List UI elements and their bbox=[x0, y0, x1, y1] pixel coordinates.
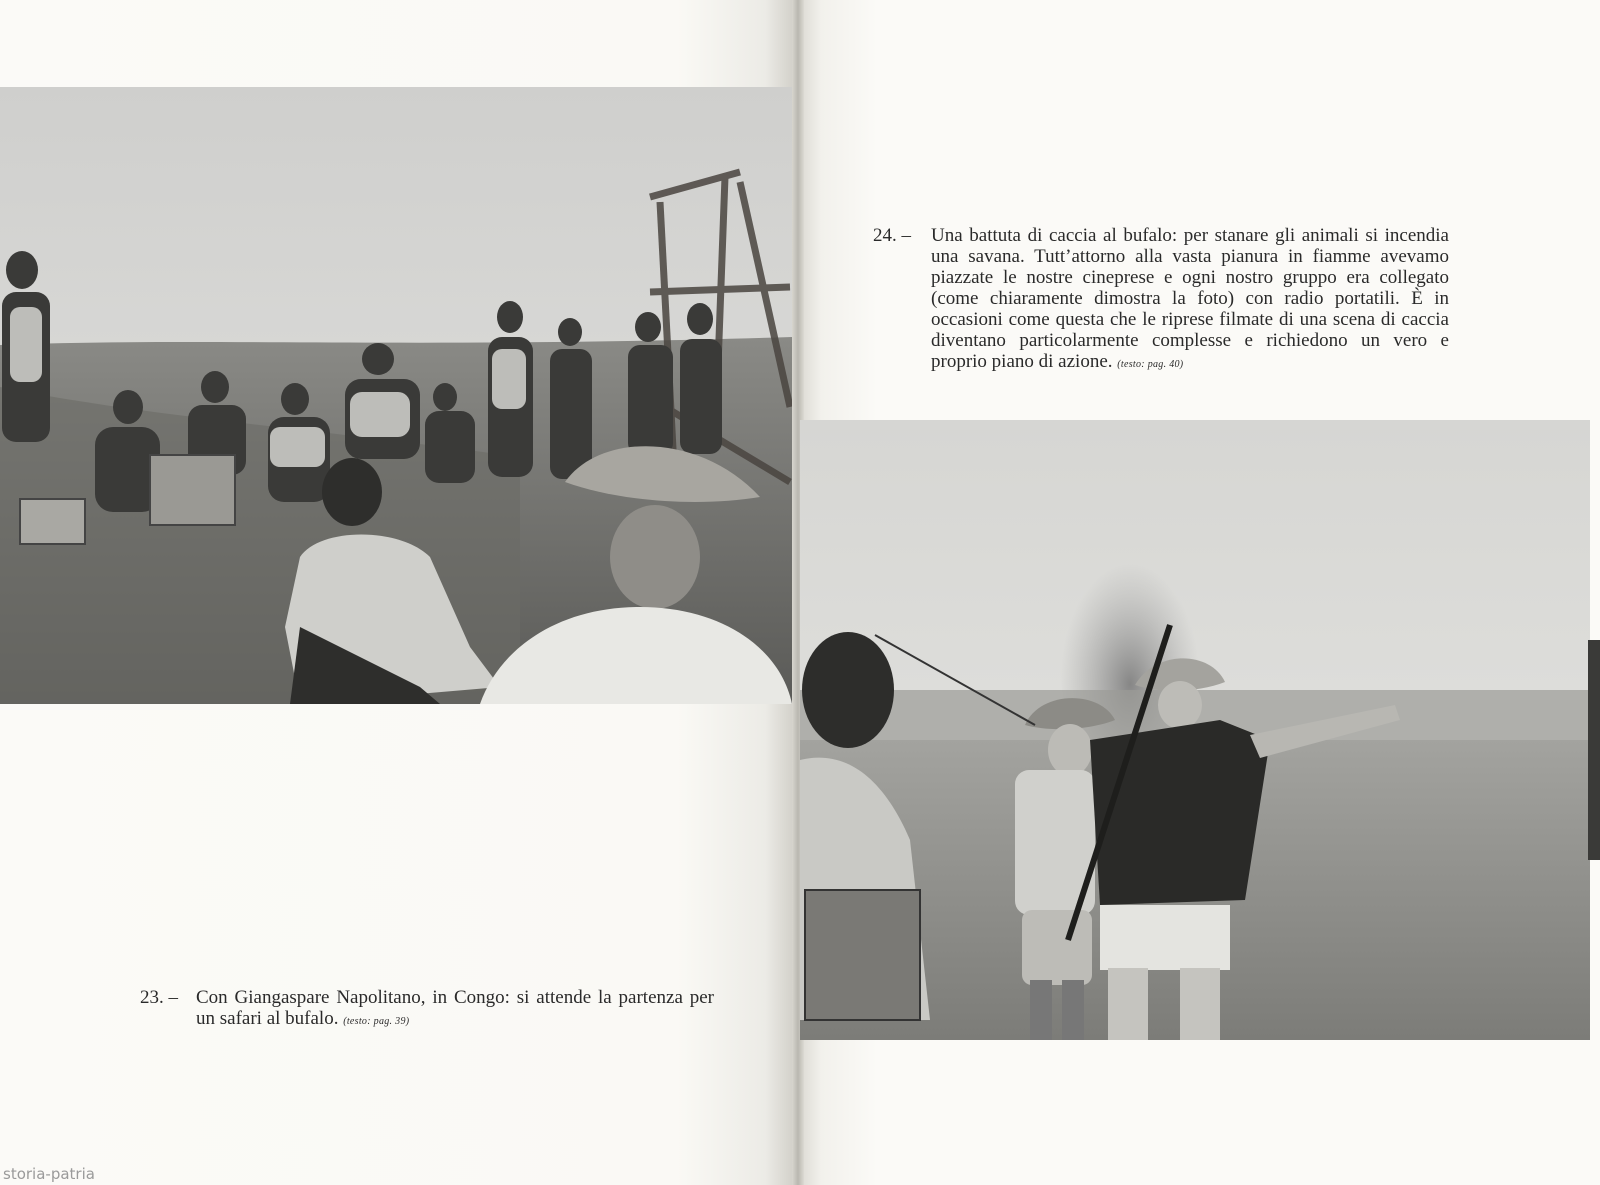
caption-24-body bbox=[931, 225, 1449, 375]
caption-23 bbox=[140, 987, 714, 1032]
photo-23-safari-group bbox=[0, 87, 792, 704]
caption-24-text: Una battuta di caccia al bufalo: per stanare gli animali si incendia una savana. Tutt’attorno alla vasta pianura in fiamme avevamo piazzate le nostre cineprese e ogni nostro gruppo era collegato (come chiaramente dimostra la foto) con radio portatili. È in occasioni come questa che le riprese filmate di una scena di caccia diventano particolarmente complesse e richiedono un vero e proprio piano di azione. bbox=[931, 225, 1449, 372]
photo-23-image bbox=[0, 87, 792, 704]
photo-24-image bbox=[800, 420, 1590, 1040]
caption-23-body bbox=[196, 987, 714, 1032]
caption-23-page-reference: (testo: pag. 39) bbox=[343, 1016, 410, 1027]
watermark: storia-patria bbox=[3, 1165, 95, 1183]
caption-23-text: Con Giangaspare Napolitano, in Congo: si attende la partenza per un safari al bufalo. bbox=[196, 987, 714, 1029]
caption-24-number: 24. – bbox=[873, 225, 911, 246]
photo-24-savanna-fire bbox=[800, 420, 1590, 1040]
caption-24-page-reference: (testo: pag. 40) bbox=[1117, 359, 1184, 370]
adjacent-page-edge bbox=[1588, 640, 1600, 860]
caption-24 bbox=[873, 225, 1449, 375]
caption-23-number: 23. – bbox=[140, 987, 178, 1008]
